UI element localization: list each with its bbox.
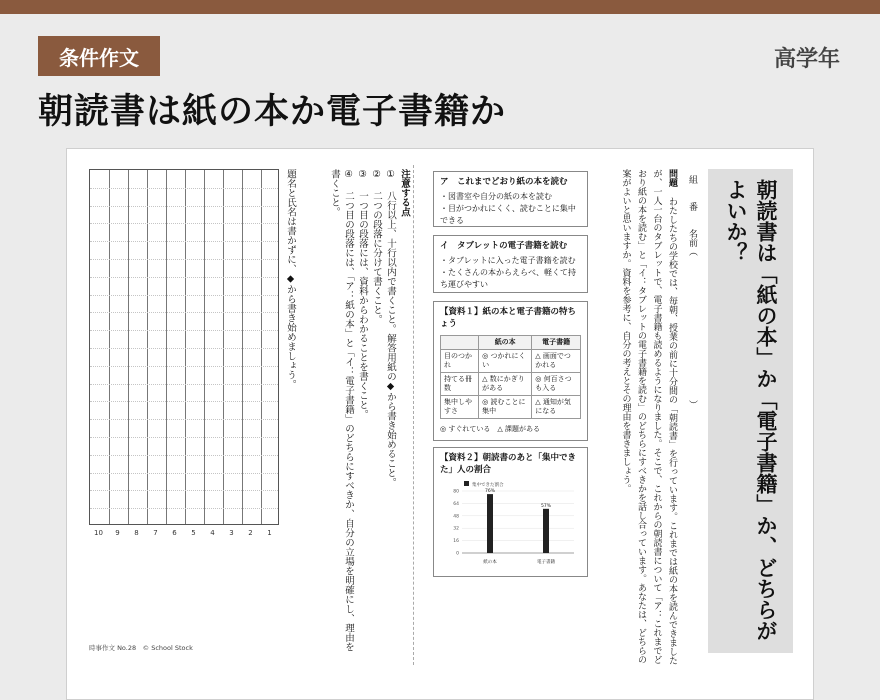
- grid-row-line: [90, 401, 278, 402]
- y-tick-label: 48: [453, 514, 459, 520]
- option-a-box: [433, 171, 588, 227]
- grid-row-line: [90, 348, 278, 349]
- column-number: 1: [267, 529, 272, 537]
- legend-label: 集中できた割合: [472, 483, 504, 488]
- y-tick-label: 32: [453, 526, 459, 532]
- note-item: ② 二つの段落に分けて書くこと。: [371, 169, 382, 324]
- problem-body: わたしたちの学校では、毎朝、授業の前に十分間の「朝読書」を行っています。これまでは紙の本を読んできましたが、一人一台のタブレットで、電子書籍も読めるようになりました。そこで、これからの朝読書について「ア：これまでどおり紙の本を読む」と「イ：タブレットの電子書籍を読む」のどちらにすべきかを話し合っています。あなたは、どちらの案がよいと思いますか。資料を参考に、自分の考えとその理由を書きましょう。: [620, 169, 677, 665]
- column-number: 6: [172, 529, 177, 537]
- table-cell: △ 通知が気になる: [532, 396, 581, 419]
- bar-chart: [440, 479, 580, 567]
- grid-row-line: [90, 384, 278, 385]
- grid-row-line: [90, 295, 278, 296]
- bar-value-label: 76%: [484, 489, 496, 495]
- table-row: [441, 396, 581, 419]
- notes-heading: 注意する点: [399, 169, 410, 217]
- option-a-title: ア これまでどおり紙の本を読む: [440, 177, 568, 187]
- note-item: ③ 一つ目の段落には、資料からわかることを書くこと。: [357, 169, 368, 419]
- answer-grid: [89, 169, 279, 525]
- notes-section: [321, 169, 411, 659]
- grid-row-line: [90, 188, 278, 189]
- legend-swatch: [464, 481, 469, 486]
- name-fields: 組 番 名前（ ）: [687, 175, 697, 409]
- section-divider: [413, 165, 414, 665]
- x-tick-label: 電子書籍: [537, 560, 555, 565]
- top-accent-bar: [0, 0, 880, 14]
- grid-row-line: [90, 419, 278, 420]
- option-a-item: ・目がつかれにくく、読むことに集中できる: [440, 204, 576, 225]
- bar-value-label: 57%: [540, 503, 552, 509]
- question-box: [708, 169, 793, 653]
- table-cell: 持てる冊数: [441, 373, 479, 396]
- option-b-box: [433, 235, 588, 293]
- column-number: 8: [134, 529, 139, 537]
- table-cell: 目のつかれ: [441, 350, 479, 373]
- resource2-box: [433, 447, 588, 577]
- table-cell: 集中しやすさ: [441, 396, 479, 419]
- grid-row-line: [90, 490, 278, 491]
- question-text: 朝読書は「紙の本」か「電子書籍」か、どちらがよいか？: [724, 179, 778, 641]
- column-number: 3: [229, 529, 234, 537]
- page-title: 朝読書は紙の本か電子書籍か: [38, 92, 507, 132]
- grid-row-line: [90, 241, 278, 242]
- y-tick-label: 64: [453, 501, 459, 507]
- grid-row-line: [90, 259, 278, 260]
- grid-row-line: [90, 437, 278, 438]
- grid-row-line: [90, 508, 278, 509]
- resource2-title: 【資料２】朝読書のあと「集中できた」人の割合: [440, 453, 577, 475]
- column-number: 2: [248, 529, 253, 537]
- category-badge: 条件作文: [38, 36, 160, 76]
- resource1-legend: ◎ すぐれている △ 課題がある: [440, 425, 540, 433]
- option-a-item: ・図書室や自分の紙の本を読む: [440, 192, 552, 201]
- y-tick-label: 16: [453, 539, 459, 545]
- table-cell: ◎ 何百さつも入る: [532, 373, 581, 396]
- table-header-cell: 紙の本: [479, 336, 532, 350]
- option-b-title: イ タブレットの電子書籍を読む: [440, 241, 568, 251]
- grid-row-line: [90, 366, 278, 367]
- table-cell: △ 数にかぎりがある: [479, 373, 532, 396]
- grid-row-line: [90, 223, 278, 224]
- resource1-box: [433, 301, 588, 441]
- y-tick-label: 0: [456, 551, 459, 557]
- column-number: 9: [115, 529, 120, 537]
- column-number: 4: [210, 529, 215, 537]
- y-tick-label: 80: [453, 489, 459, 495]
- problem-heading: 問題: [667, 169, 677, 187]
- worksheet-preview: [66, 148, 814, 700]
- resource1-title: 【資料１】紙の本と電子書籍の特ちょう: [440, 307, 577, 329]
- table-cell: ◎ 読むことに集中: [479, 396, 532, 419]
- answer-instruction: 題名と氏名は書かずに、◆から書き始めましょう。: [285, 169, 296, 389]
- option-b-item: ・タブレットに入った電子書籍を読む: [440, 256, 576, 265]
- column-number: 7: [153, 529, 158, 537]
- grade-label: 高学年: [773, 47, 840, 72]
- table-header-cell: [441, 336, 479, 350]
- footer-text: 時事作文 No.28 © School Stock: [89, 644, 193, 652]
- table-header-cell: 電子書籍: [532, 336, 581, 350]
- column-number: 5: [191, 529, 196, 537]
- bar: [543, 509, 549, 553]
- table-cell: △ 画面でつかれる: [532, 350, 581, 373]
- note-item: ④ 二つ目の段落には、「ア：紙の本」と「イ：電子書籍」のどちらにすべきか、自分の立場を明確にし、理由を書くこと。: [329, 169, 354, 652]
- option-b-item: ・たくさんの本からえらべ、軽くて持ち運びやすい: [440, 268, 576, 289]
- resource1-table: [440, 335, 581, 419]
- grid-row-line: [90, 473, 278, 474]
- bar: [487, 494, 493, 553]
- problem-section: [575, 169, 679, 669]
- note-item: ① 八行以上、十行以内で書くこと。解答用紙の◆から書き始めること。: [385, 169, 396, 487]
- grid-row-line: [90, 277, 278, 278]
- column-number: 10: [94, 529, 103, 537]
- grid-row-line: [90, 206, 278, 207]
- table-row: [441, 350, 581, 373]
- table-cell: ◎ つかれにくい: [479, 350, 532, 373]
- x-tick-label: 紙の本: [483, 560, 497, 565]
- grid-row-line: [90, 455, 278, 456]
- grid-row-line: [90, 330, 278, 331]
- grid-row-line: [90, 312, 278, 313]
- table-row: [441, 373, 581, 396]
